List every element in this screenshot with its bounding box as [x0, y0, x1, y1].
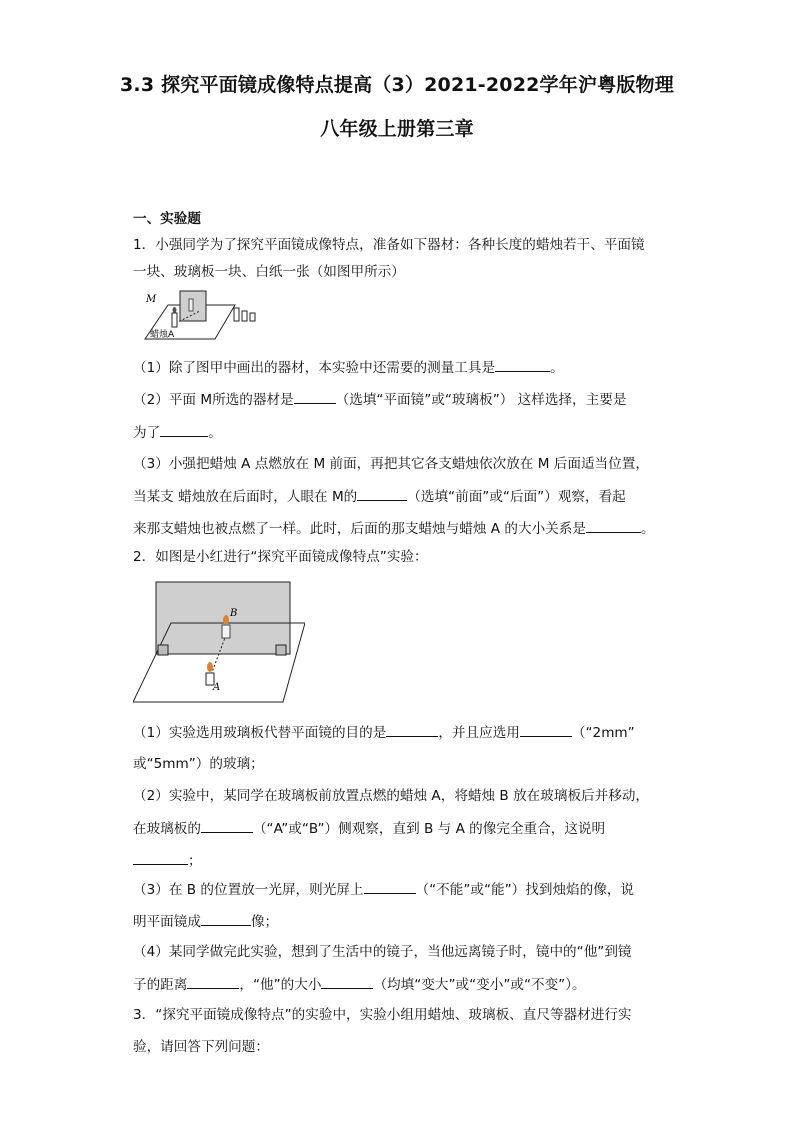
q2-part3-line-1: （3）在 B 的位置放一光屏，则光屏上 （“不能”或“能”）找到烛焰的像，说 — [133, 882, 635, 898]
q1-part3-line-3: 来那支蜡烛也被点燃了一样。此时，后面的那支蜡烛与蜡烛 A 的大小关系是 。 — [133, 521, 655, 537]
answer-blank[interactable] — [133, 851, 188, 865]
candle-b — [222, 625, 230, 638]
q2-part3-line-2: 明平面镜成 像； — [133, 914, 279, 930]
answer-blank[interactable] — [294, 390, 336, 404]
document-title-line-1: 3.3 探究平面镜成像特点提高（3）2021-2022学年沪粤版物理 — [120, 74, 674, 96]
q1-part1: （1）除了图甲中画出的器材，本实验中还需要的测量工具是 。 — [133, 360, 564, 376]
flame-icon — [173, 307, 177, 313]
answer-blank[interactable] — [201, 819, 253, 833]
q1-intro-line-2: 一块、玻璃板一块、白纸一张（如图甲所示） — [133, 264, 405, 280]
q3-intro-line-1: 3．“探究平面镜成像特点”的实验中，实验小组用蜡烛、玻璃板、直尺等器材进行实 — [133, 1007, 632, 1023]
candle-image — [189, 299, 193, 311]
section-heading: 一、实验题 — [133, 211, 201, 227]
answer-blank[interactable] — [495, 358, 550, 372]
support-block-right — [276, 645, 286, 655]
q2-part2-line-3: ； — [133, 851, 202, 870]
support-block-left — [158, 645, 168, 655]
candle-spare-3 — [250, 313, 255, 321]
candle-a — [172, 313, 177, 327]
answer-blank[interactable] — [386, 723, 438, 737]
answer-blank[interactable] — [321, 975, 373, 989]
q2-part2-line-2: 在玻璃板的 （“A”或“B”）侧观察，直到 B 与 A 的像完全重合，这说明 — [133, 821, 606, 837]
q3-intro-line-2: 验，请回答下列问题： — [133, 1039, 269, 1055]
q2-intro: 2．如图是小红进行“探究平面镜成像特点”实验： — [133, 549, 428, 565]
figure-2 — [133, 580, 305, 706]
document-title-line-2: 八年级上册第三章 — [320, 118, 474, 140]
flame-icon — [223, 615, 229, 625]
candle-spare-2 — [242, 311, 247, 321]
label-m: M — [146, 294, 157, 305]
answer-blank[interactable] — [160, 423, 208, 437]
label-a: A — [213, 682, 221, 693]
answer-blank[interactable] — [586, 519, 641, 533]
q1-part2-line-1: （2）平面 M所选的器材是 （选填“平面镜”或“玻璃板”） 这样选择，主要是 — [133, 392, 627, 408]
answer-blank[interactable] — [201, 912, 251, 926]
answer-blank[interactable] — [357, 487, 407, 501]
q1-part3-line-2: 当某支 蜡烛放在后面时，人眼在 M的 （选填“前面”或“后面”）观察，看起 — [133, 489, 626, 505]
q2-part1-line-2: 或“5mm”）的玻璃； — [133, 756, 264, 772]
q1-intro-line-1: 1．小强同学为了探究平面镜成像特点，准备如下器材：各种长度的蜡烛若干、平面镜 — [133, 237, 645, 253]
label-candle-a: 蜡烛A — [150, 330, 175, 340]
answer-blank[interactable] — [364, 880, 416, 894]
q2-part2-line-1: （2）实验中，某同学在玻璃板前放置点燃的蜡烛 A，将蜡烛 B 放在玻璃板后并移动， — [133, 788, 650, 804]
q2-part4-line-1: （4）某同学做完此实验，想到了生活中的镜子，当他远离镜子时，镜中的“他”到镜 — [133, 944, 632, 960]
answer-blank[interactable] — [520, 723, 572, 737]
flame-icon — [207, 662, 213, 672]
q1-part2-line-2: 为了 。 — [133, 425, 222, 441]
q1-part3-line-1: （3）小强把蜡烛 A 点燃放在 M 前面，再把其它各支蜡烛依次放在 M 后面适当位置， — [133, 456, 649, 472]
answer-blank[interactable] — [187, 975, 239, 989]
candle-spare-1 — [234, 308, 239, 321]
label-b: B — [230, 608, 238, 619]
q2-part4-line-2: 子的距离 ，“他”的大小 （均填“变大”或“变小”或“不变”）。 — [133, 977, 586, 993]
q2-part1-line-1: （1）实验选用玻璃板代替平面镜的目的是 ，并且应选用 （“2mm” — [133, 725, 635, 741]
figure-jia — [140, 287, 270, 347]
